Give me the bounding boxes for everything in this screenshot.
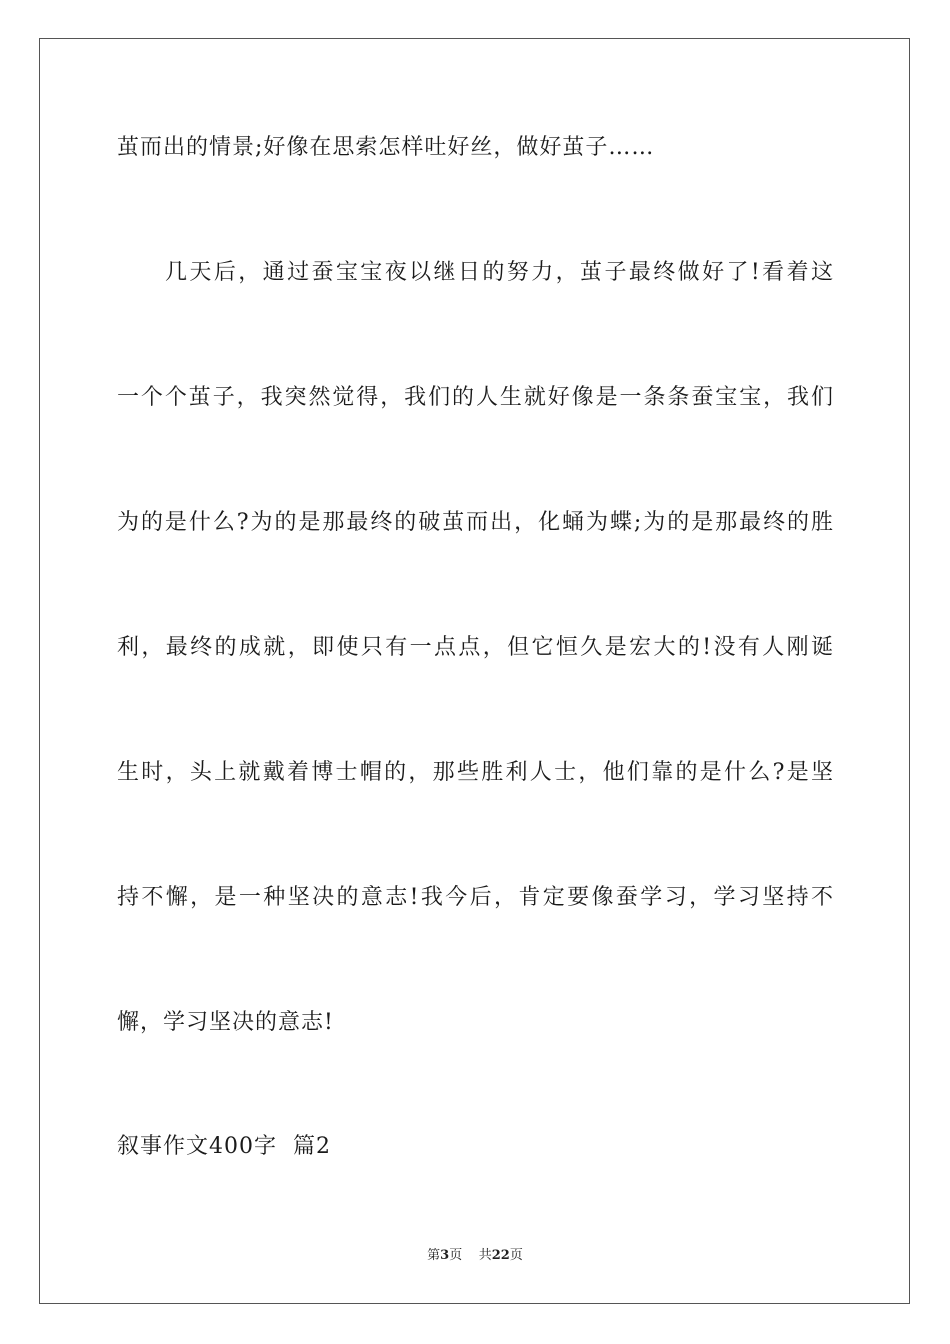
- footer-total-pages: 22: [491, 1248, 510, 1263]
- footer-page-number: 3: [440, 1248, 450, 1263]
- text-line-3: 一个个茧子，我突然觉得，我们的人生就好像是一条条蚕宝宝，我们: [117, 385, 833, 410]
- text-line-1: 茧而出的情景;好像在思索怎样吐好丝，做好茧子……: [117, 135, 655, 160]
- text-line-6: 生时，头上就戴着博士帽的，那些胜利人士，他们靠的是什么?是坚: [117, 760, 833, 785]
- text-line-2: 几天后，通过蚕宝宝夜以继日的努力，茧子最终做好了!看着这: [165, 260, 833, 285]
- text-line-8: 懈，学习坚决的意志!: [117, 1010, 334, 1035]
- footer-total-suffix: 页: [509, 1248, 523, 1263]
- page-border: [39, 38, 910, 1304]
- footer-page-suffix: 页: [449, 1248, 463, 1263]
- text-line-5: 利，最终的成就，即使只有一点点，但它恒久是宏大的!没有人刚诞: [117, 635, 833, 660]
- footer-total-prefix: 共: [478, 1248, 492, 1263]
- text-line-4: 为的是什么?为的是那最终的破茧而出，化蛹为蝶;为的是那最终的胜: [117, 510, 833, 535]
- footer-page-prefix: 第: [427, 1248, 441, 1263]
- section-heading: 叙事作文400字 篇2: [117, 1134, 331, 1159]
- text-line-7: 持不懈，是一种坚决的意志!我今后，肯定要像蚕学习，学习坚持不: [117, 885, 833, 910]
- page-footer: [0, 1246, 950, 1266]
